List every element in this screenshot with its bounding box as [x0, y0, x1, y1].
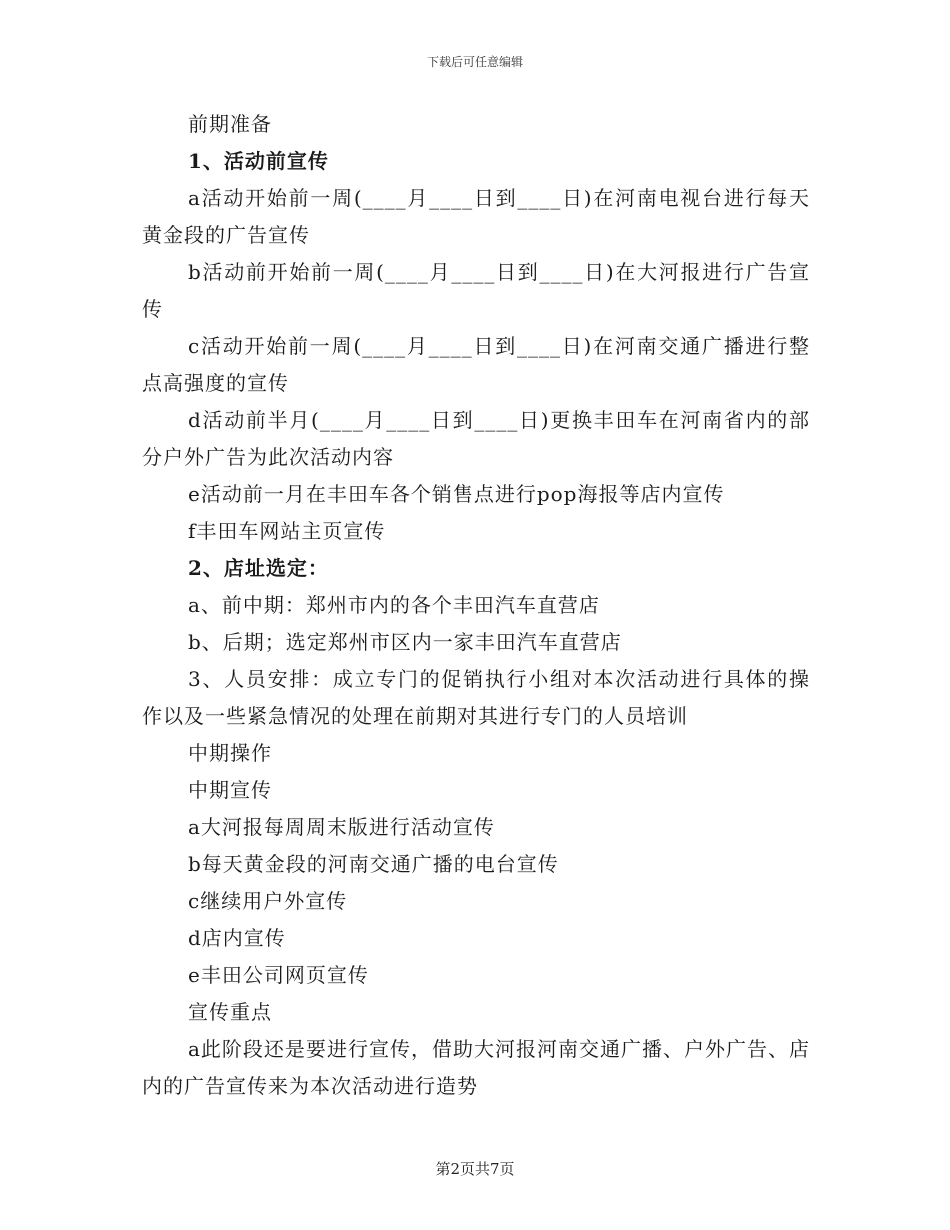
list-item: b每天黄金段的河南交通广播的电台宣传: [188, 852, 559, 876]
section-heading-mid-promo: 中期宣传: [188, 778, 272, 802]
heading-pre-event-promo: 1、活动前宣传: [188, 149, 329, 173]
list-item: b活动前开始前一周(____月____日到____日)在大河报进行广告宣传: [142, 260, 810, 321]
section-heading-mid-operation: 中期操作: [188, 741, 272, 765]
staffing-paragraph: 3、人员安排：成立专门的促销执行小组对本次活动进行具体的操作以及一些紧急情况的处理在前期对其进行专门的人员培训: [142, 667, 810, 728]
list-item: c活动开始前一周(____月____日到____日)在河南交通广播进行整点高强度的宣传: [142, 334, 810, 395]
section-heading-early-prep: 前期准备: [188, 112, 272, 136]
heading-store-selection: 2、店址选定：: [188, 556, 329, 580]
page-number: 第2页共7页: [435, 1160, 515, 1178]
list-item: e活动前一月在丰田车各个销售点进行pop海报等店内宣传: [188, 482, 725, 506]
list-item: c继续用户外宣传: [188, 889, 348, 913]
list-item: b、后期；选定郑州市区内一家丰田汽车直营店: [188, 630, 622, 654]
list-item: a大河报每周周末版进行活动宣传: [188, 815, 495, 839]
list-item: d活动前半月(____月____日到____日)更换丰田车在河南省内的部分户外广告为此次活动内容: [142, 408, 810, 469]
list-item: a活动开始前一周(____月____日到____日)在河南电视台进行每天黄金段的广告宣传: [142, 186, 810, 247]
document-body: [142, 106, 810, 1105]
list-item: f丰田车网站主页宣传: [188, 519, 386, 543]
list-item: a此阶段还是要进行宣传，借助大河报河南交通广播、户外广告、店内的广告宣传来为本次活动进行造势: [142, 1037, 810, 1098]
list-item: d店内宣传: [188, 926, 286, 950]
page-header-note: 下载后可任意编辑: [426, 55, 523, 69]
list-item: a、前中期：郑州市内的各个丰田汽车直营店: [188, 593, 600, 617]
list-item: e丰田公司网页宣传: [188, 963, 369, 987]
section-heading-promo-focus: 宣传重点: [188, 1000, 272, 1024]
